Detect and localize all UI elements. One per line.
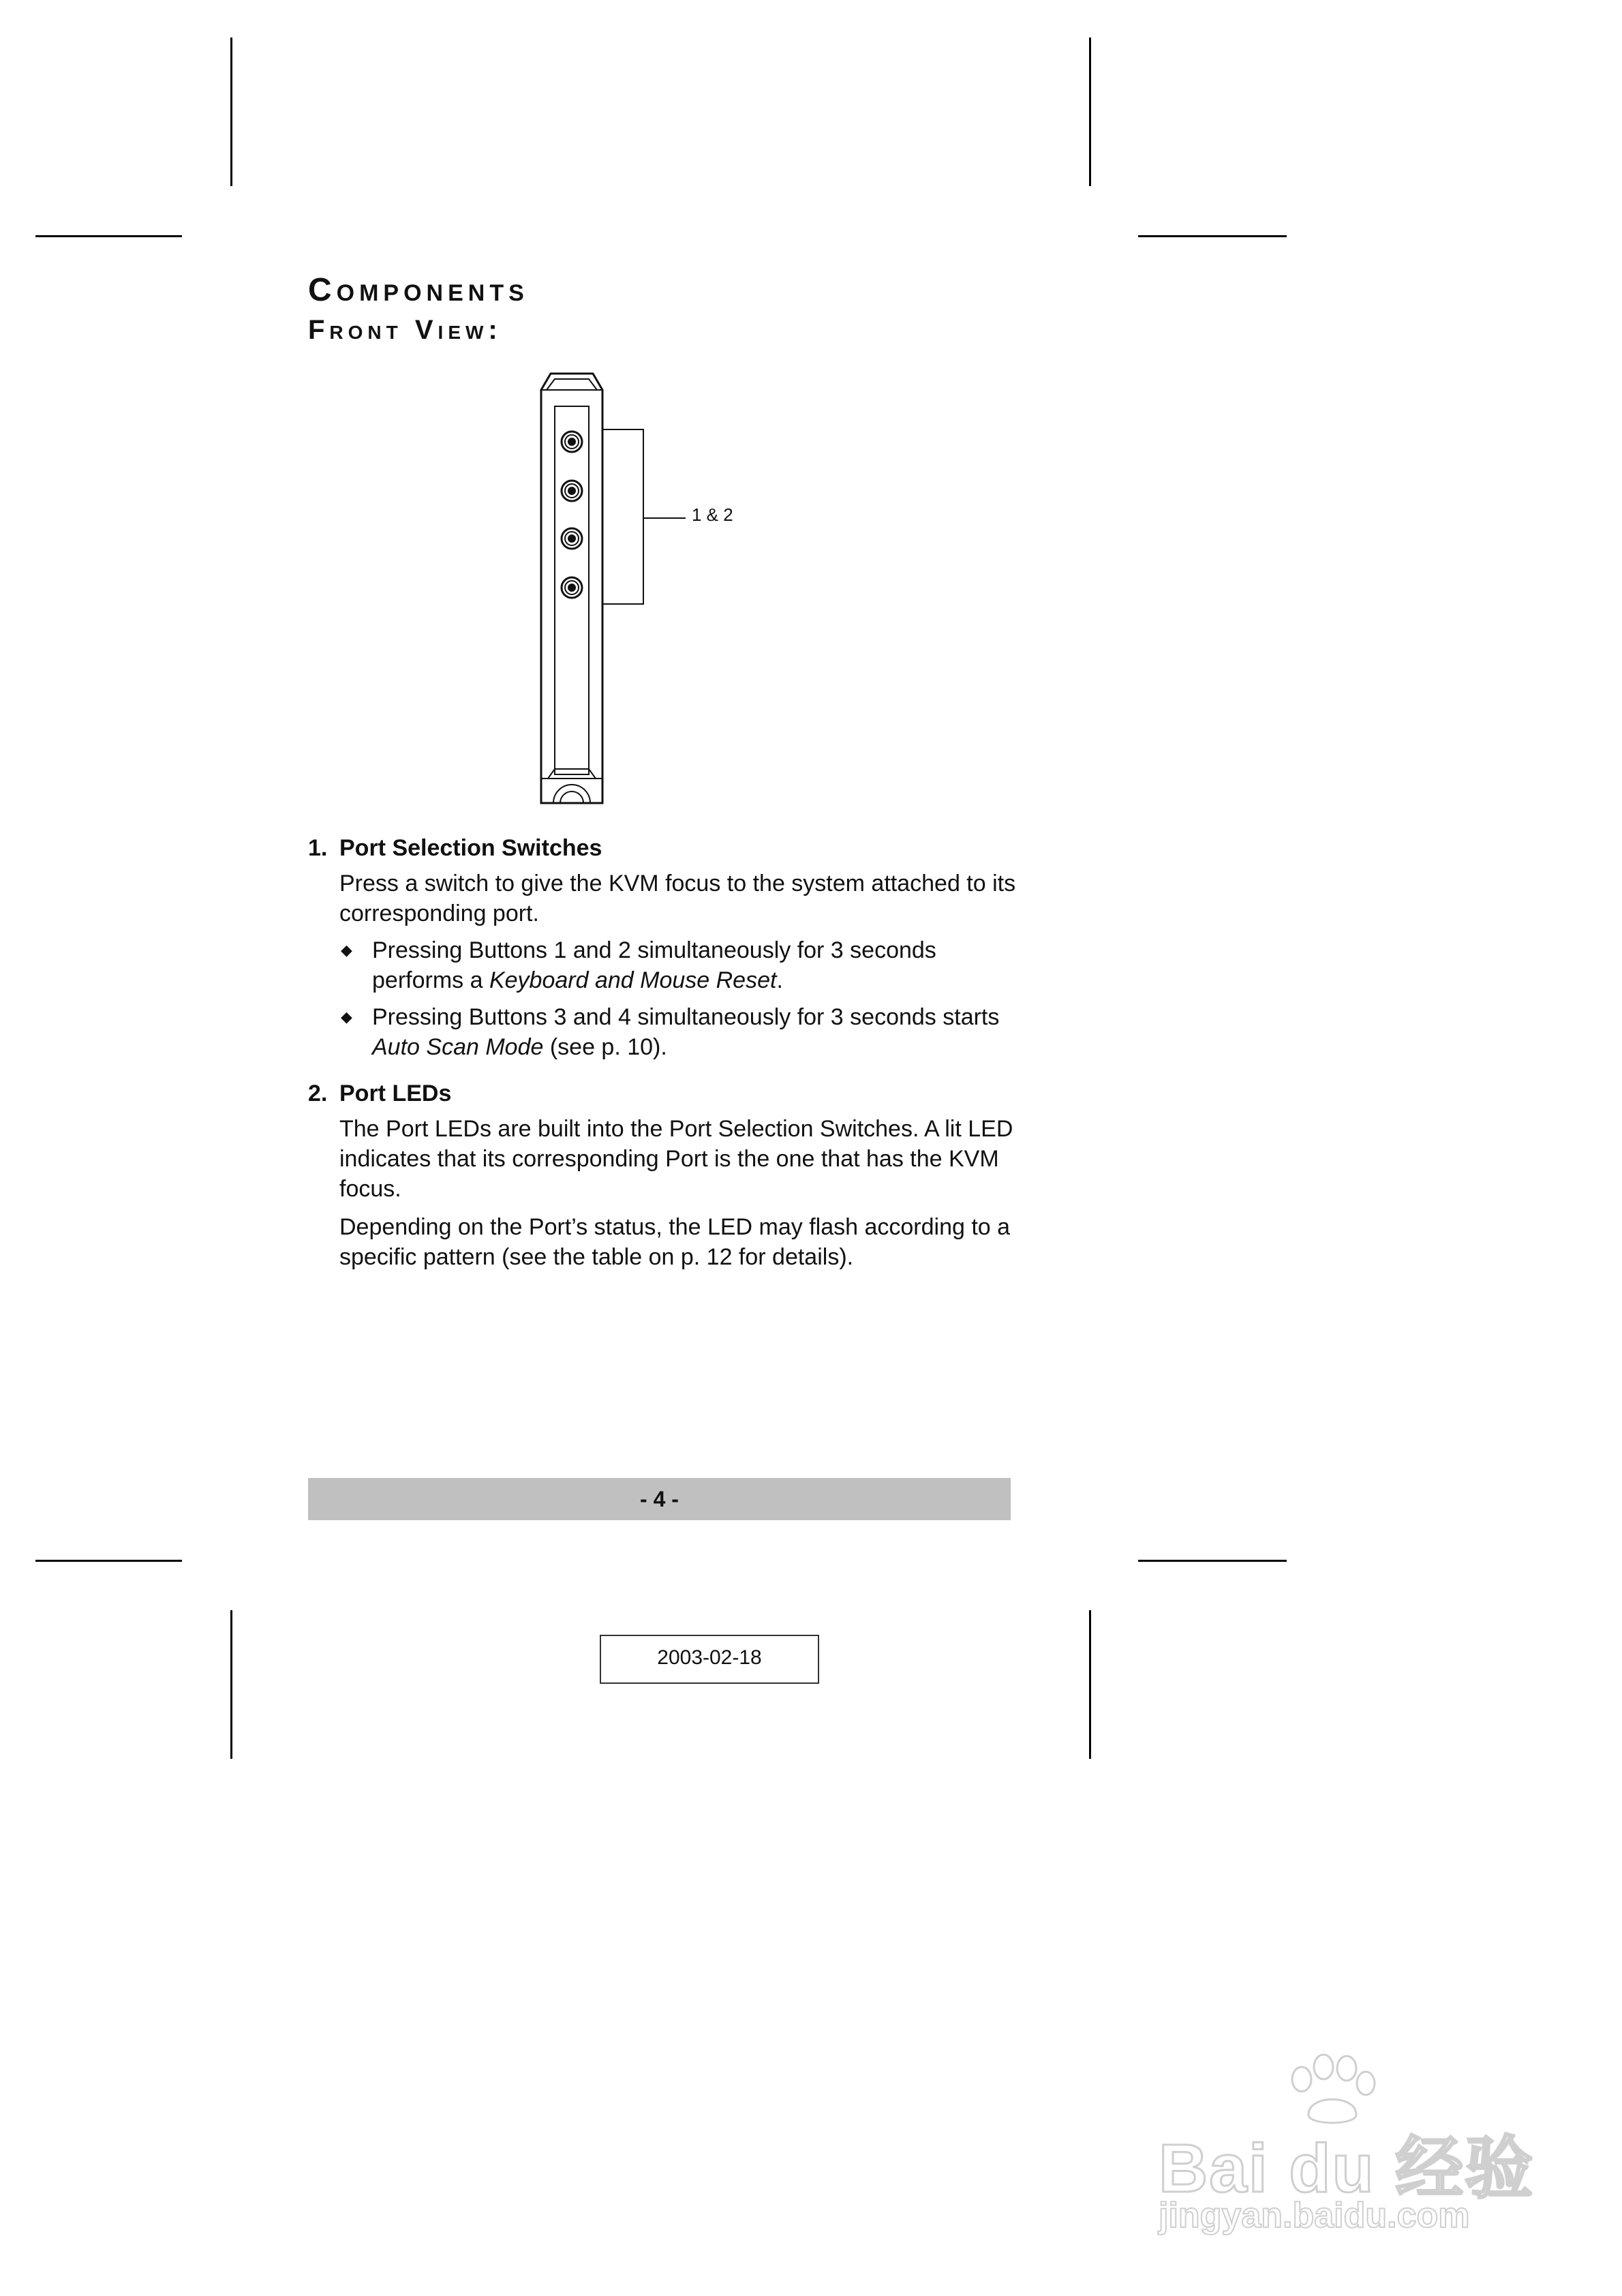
port-button-3-icon bbox=[562, 528, 582, 549]
item-port-leds bbox=[308, 1078, 1017, 1272]
item-title: Port Selection Switches bbox=[339, 835, 602, 861]
item-paragraph: Depending on the Port’s status, the LED may flash according to a specific pattern (see the table on p. 12 for details). bbox=[339, 1214, 1011, 1270]
section-heading: Components bbox=[308, 272, 529, 308]
front-view-illustration bbox=[518, 368, 804, 811]
section-subheading: Front View: bbox=[308, 315, 502, 345]
crop-mark-bottom-right-horizontal bbox=[1138, 1560, 1287, 1562]
crop-mark-bottom-left-vertical bbox=[230, 1610, 232, 1759]
crop-mark-bottom-left-horizontal bbox=[35, 1560, 182, 1562]
crop-mark-top-left-horizontal bbox=[35, 235, 182, 237]
bullet-item bbox=[339, 1002, 1017, 1062]
item-number: 2. bbox=[308, 1081, 328, 1106]
item-paragraph: The Port LEDs are built into the Port Selection Switches. A lit LED indicates that its corresponding Port is the one that has the KVM focus. bbox=[339, 1116, 1013, 1202]
diamond-bullet-icon: ◆ bbox=[341, 1008, 352, 1025]
item-number: 1. bbox=[308, 835, 328, 861]
item-title: Port LEDs bbox=[339, 1081, 452, 1106]
item-port-selection-switches bbox=[308, 833, 1017, 1062]
crop-mark-top-left-vertical bbox=[230, 37, 232, 186]
page-number-bar bbox=[308, 1478, 1011, 1520]
bullet-text-end: (see p. 10). bbox=[543, 1034, 667, 1060]
crop-mark-bottom-right-vertical bbox=[1089, 1610, 1091, 1759]
diamond-bullet-icon: ◆ bbox=[341, 941, 352, 958]
page-number: - 4 - bbox=[640, 1486, 679, 1511]
bullet-emphasis: Auto Scan Mode bbox=[372, 1034, 544, 1060]
crop-mark-top-right-vertical bbox=[1089, 37, 1091, 186]
bullet-emphasis: Keyboard and Mouse Reset bbox=[489, 967, 777, 993]
watermark-logo-text: Bai du 经验 bbox=[1159, 2130, 1535, 2207]
baidu-jingyan-watermark bbox=[1152, 2052, 1561, 2256]
port-button-4-icon bbox=[562, 577, 582, 598]
callout-label: 1 & 2 bbox=[692, 504, 733, 525]
callout-bracket bbox=[602, 429, 686, 604]
print-date-box: 2003-02-18 bbox=[600, 1635, 819, 1684]
item-description: Press a switch to give the KVM focus to the system attached to its corresponding port. bbox=[339, 871, 1016, 926]
watermark-url: jingyan.baidu.com bbox=[1159, 2196, 1470, 2235]
kvm-front-view-drawing bbox=[518, 368, 804, 811]
port-button-2-icon bbox=[562, 481, 582, 501]
bullet-item bbox=[339, 935, 1017, 995]
port-button-1-icon bbox=[562, 432, 582, 452]
bullet-text: Pressing Buttons 1 and 2 simultaneously for 3 seconds performs a bbox=[372, 937, 936, 993]
bullet-text-end: . bbox=[776, 967, 783, 993]
port-selection-buttons bbox=[562, 432, 582, 598]
crop-mark-top-right-horizontal bbox=[1138, 235, 1287, 237]
bullet-text: Pressing Buttons 3 and 4 simultaneously for 3 seconds starts bbox=[372, 1004, 1000, 1030]
